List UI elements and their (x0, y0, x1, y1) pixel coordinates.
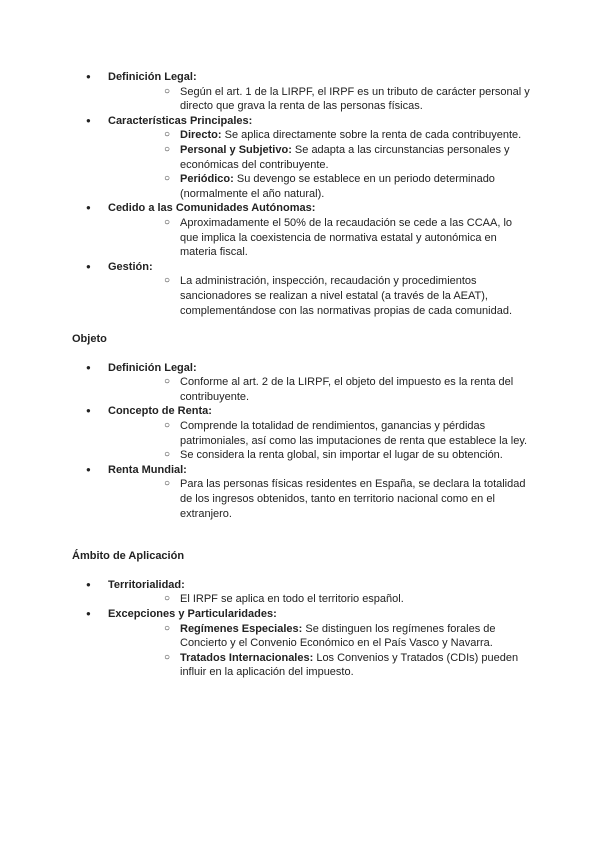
item-text: ○ El IRPF se aplica en todo el territorio español. (180, 593, 404, 606)
list-item (72, 201, 530, 259)
sublist (108, 216, 530, 260)
section1-list (72, 70, 530, 318)
sublist-item (108, 128, 530, 143)
list-item (72, 578, 530, 607)
item-label: Características Principales: (108, 114, 253, 127)
item-bold: Regímenes Especiales: (180, 622, 303, 635)
list-item (72, 607, 530, 680)
sublist (108, 592, 530, 607)
item-text: Su devengo se establece en un periodo determinado (normalmente el año natural). (180, 173, 495, 200)
sublist-item (108, 477, 530, 521)
item-bold: Personal y Subjetivo: (180, 143, 292, 156)
sublist (108, 85, 530, 114)
item-label: Excepciones y Particularidades: (108, 608, 277, 620)
item-label: Gestión: (108, 260, 153, 273)
sublist-item (108, 651, 530, 680)
list-item (72, 260, 530, 318)
item-text: Se adapta a las circunstancias personales y económicas del contribuyente. (180, 143, 510, 171)
sublist-item (108, 274, 530, 318)
list-item (72, 361, 530, 405)
sublist (108, 477, 530, 521)
sublist-item (108, 375, 530, 404)
item-text: Los Convenios y Tratados (CDIs) pueden influir en la aplicación del impuesto. (180, 651, 519, 679)
item-label: Cedido a las Comunidades Autónomas: (108, 202, 316, 215)
sublist-item (108, 216, 530, 260)
section-heading-ambito: Ámbito de Aplicación (72, 550, 185, 563)
sublist (108, 274, 530, 318)
item-text: ○ Comprende la totalidad de rendimientos, ganancias y pérdidas patrimoniales, así como las imputaciones de renta que establece la ley. (180, 420, 528, 447)
item-bold: Directo: (180, 129, 222, 142)
item-text: ○ Conforme al art. 2 de la LIRPF, el objeto del impuesto es la renta del contribuyente. (180, 376, 514, 403)
objeto-list (72, 361, 530, 522)
item-text: ○ Según el art. 1 de la LIRPF, el IRPF es un tributo de carácter personal y directo que grava la renta de las personas físicas. (180, 85, 530, 113)
section-heading-objeto: Objeto (72, 333, 107, 346)
item-bold: Tratados Internacionales: (180, 651, 314, 664)
item-text: ○ Se considera la renta global, sin importar el lugar de su obtención. (180, 449, 503, 462)
item-label: Concepto de Renta: (108, 405, 212, 418)
item-label: Renta Mundial: (108, 463, 187, 476)
sublist-item (108, 85, 530, 114)
item-text: ○ Aproximadamente el 50% de la recaudación se cede a las CCAA, lo que implica la coexistencia de normativa estatal y autonómica en materia fiscal. (180, 216, 513, 259)
sublist-item (108, 622, 530, 651)
list-item (72, 114, 530, 202)
sublist (108, 622, 530, 680)
list-item (72, 70, 530, 114)
item-label: Territorialidad: (108, 578, 185, 591)
item-bold: Periódico: (180, 173, 234, 186)
sublist-item (108, 172, 530, 201)
sublist (108, 375, 530, 404)
item-label: Definición Legal: (108, 71, 197, 83)
item-text: Se distinguen los regímenes forales de Concierto y el Convenio Económico en el País Vasco y Navarra. (180, 622, 496, 650)
list-item (72, 463, 530, 521)
sublist-item (108, 592, 530, 607)
item-text: ○ La administración, inspección, recaudación y procedimientos sancionadores se realizan a nivel estatal (a través de la AEAT), complementándose con las normativas propias de cada comunidad. (180, 275, 513, 317)
item-label: Definición Legal: (108, 361, 197, 374)
item-text: Se aplica directamente sobre la renta de cada contribuyente. (221, 129, 522, 142)
item-text: ○ Para las personas físicas residentes en España, se declara la totalidad de los ingresos obtenidos, tanto en territorio nacional como en el extranjero. (180, 478, 526, 520)
sublist-item (108, 143, 530, 172)
sublist-item (108, 448, 530, 463)
sublist (108, 128, 530, 201)
ambito-list (72, 578, 530, 680)
list-item (72, 404, 530, 462)
sublist (108, 419, 530, 463)
sublist-item (108, 419, 530, 448)
